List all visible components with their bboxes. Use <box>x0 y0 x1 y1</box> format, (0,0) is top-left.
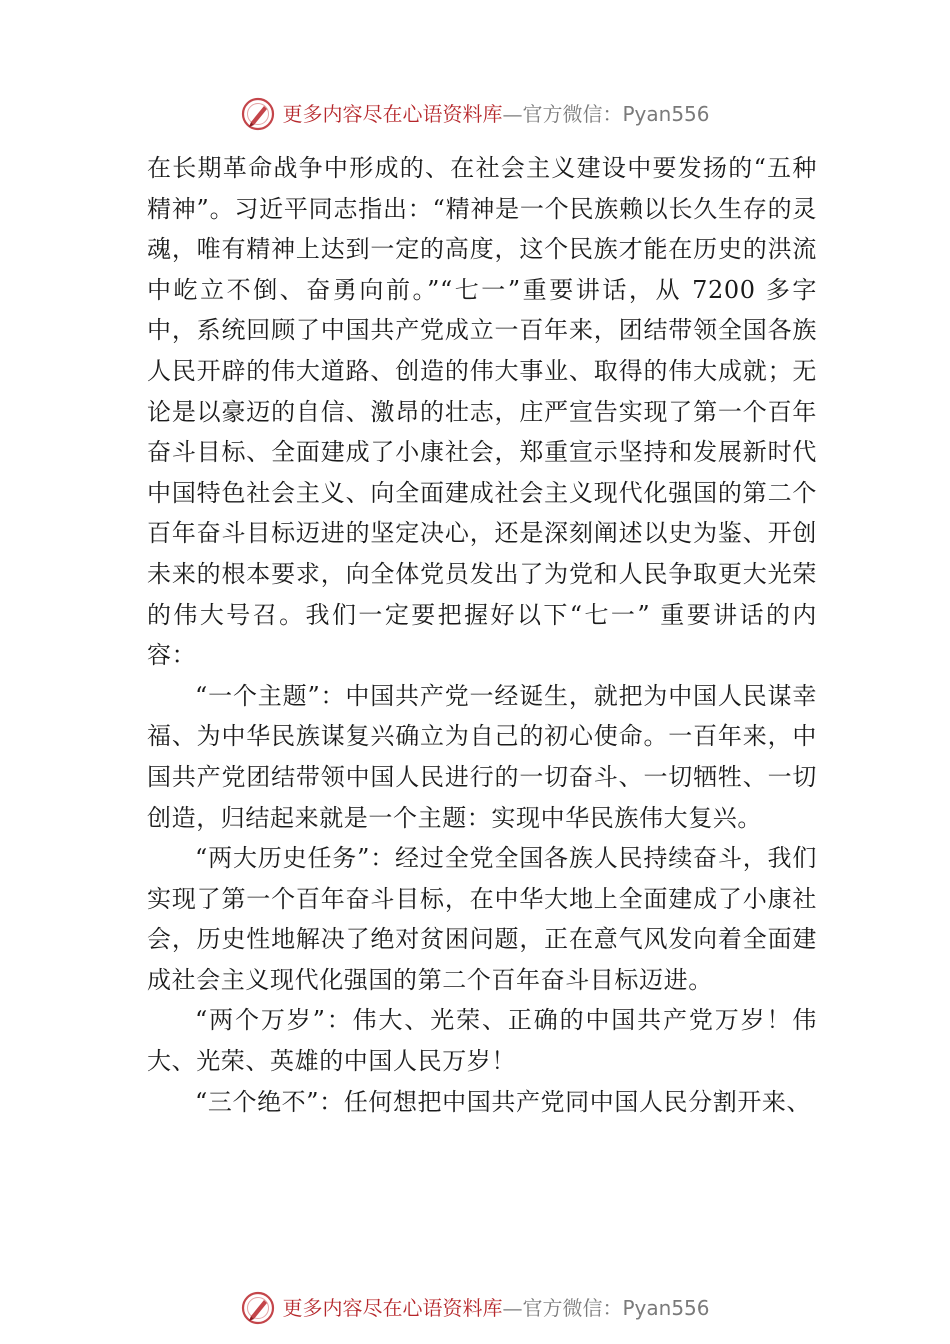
body-paragraph: “两大历史任务”：经过全党全国各族人民持续奋斗，我们实现了第一个百年奋斗目标，在中华大地上全面建成了小康社会，历史性地解决了绝对贫困问题，正在意气风发向着全面建成社会主义现代化强国的第二个百年奋斗目标迈进。 <box>147 844 817 994</box>
banner-dash: — <box>502 1296 523 1320</box>
banner-highlight-text: 更多内容尽在心语资料库 <box>282 102 503 126</box>
body-paragraph: “两个万岁”：伟大、光荣、正确的中国共产党万岁！伟大、光荣、英雄的中国人民万岁！ <box>147 1006 817 1076</box>
document-body <box>147 148 817 1122</box>
body-paragraph: “三个绝不”：任何想把中国共产党同中国人民分割开来、 <box>195 1087 812 1116</box>
banner-label-text: 官方微信： <box>522 1296 623 1320</box>
banner-label-text: 官方微信： <box>522 102 623 126</box>
body-paragraph: 在长期革命战争中形成的、在社会主义建设中要发扬的“五种精神”。习近平同志指出：“精神是一个民族赖以长久生存的灵魂，唯有精神上达到一定的高度，这个民族才能在历史的洪流中屹立不倒、奋勇向前。”“七一”重要讲话，从 7200 多字中，系统回顾了中国共产党成立一百年来，团结带领全国各族人民开辟的伟大道路、创造的伟大事业、取得的伟大成就；无论是以豪迈的自信、激昂的壮志，庄严宣告实现了第一个百年奋斗目标、全面建成了小康社会，郑重宣示坚持和发展新时代中国特色社会主义、向全面建成社会主义现代化强国的第二个百年奋斗目标迈进的坚定决心，还是深刻阐述以史为鉴、开创未来的根本要求，向全体党员发出了为党和人民争取更大光荣的伟大号召。我们一定要把握好以下“七一” 重要讲话的内容： <box>147 154 817 670</box>
banner-text <box>282 104 709 124</box>
header-banner <box>0 92 950 136</box>
banner-text <box>282 1298 709 1318</box>
pen-logo-icon <box>240 1290 276 1326</box>
pen-logo-icon <box>240 96 276 132</box>
banner-wechat-id: Pyan556 <box>622 1296 710 1320</box>
body-paragraph: “一个主题”：中国共产党一经诞生，就把为中国人民谋幸福、为中华民族谋复兴确立为自己的初心使命。一百年来，中国共产党团结带领中国人民进行的一切奋斗、一切牺牲、一切创造，归结起来就是一个主题：实现中华民族伟大复兴。 <box>147 681 817 832</box>
footer-banner <box>0 1286 950 1330</box>
banner-highlight-text: 更多内容尽在心语资料库 <box>282 1296 503 1320</box>
banner-wechat-id: Pyan556 <box>622 102 710 126</box>
banner-dash: — <box>502 102 523 126</box>
